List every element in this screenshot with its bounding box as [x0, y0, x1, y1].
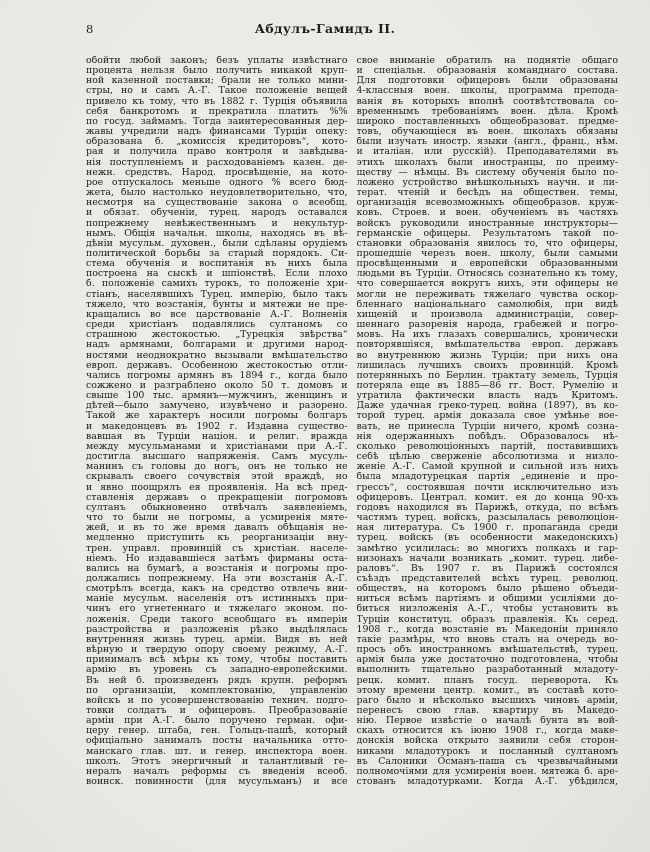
text-line: стема обученія и воспитанія въ нихъ была	[86, 259, 348, 270]
text-line: съѣздъ представителей всѣхъ турец. революц.	[356, 573, 618, 584]
text-line: бленнаго національнаго самолюбія, при видѣ	[356, 299, 618, 310]
text-line: ностями неоднократно вызывали вмѣшательство	[86, 350, 348, 361]
text-line: прошедшіе черезъ воен. школу, были самыми	[356, 248, 618, 259]
text-line: сколько революціонныхъ партій, поставившихъ	[356, 441, 618, 452]
text-line: дѣніи мусульм. духовен., были сдѣланы орудіемъ	[86, 238, 348, 249]
text-line: просвѣщенными и европейски образованными	[356, 259, 618, 270]
text-line: процента нельзя было получить никакой круп-	[86, 66, 348, 77]
left-text-column	[86, 56, 348, 787]
text-line: временнымъ требованіямъ воен. дѣла. Кромѣ	[356, 106, 618, 117]
text-line: 1908 г., когда возстаніе въ Македоніи приняло	[356, 624, 618, 635]
right-text-column	[357, 56, 619, 787]
text-line: этихъ школахъ были иностранцы, по преиму-	[356, 157, 618, 168]
text-line: выполнить тщательно разработанный младоту-	[356, 665, 618, 676]
text-line: воинск. повинности (для мусульманъ) и все	[86, 777, 348, 788]
text-line: терат. чтеній и бесѣдъ на обществен. темы,	[356, 188, 618, 199]
text-line: себѣ цѣлью сверженіе абсолютизма и низло-	[356, 452, 618, 463]
text-line: стры, но и самъ А.-Г. Такое положеніе вещей	[86, 86, 348, 97]
text-line: ніемъ. Но издававшіеся затѣмъ фирманы оста-	[86, 553, 348, 564]
text-line: ложенія. Среди такого всеобщаго въ имперіи	[86, 614, 348, 625]
text-line: армію въ уровень съ западно-европейскими.	[86, 665, 348, 676]
text-line: скрывалъ своего сочувствія этой враждѣ, но	[86, 472, 348, 483]
text-line: тяжело, что возстанія, бунты и мятежи не пре-	[86, 299, 348, 310]
text-line: нія поступленіемъ и расходованіемъ казен. де-	[86, 157, 348, 168]
text-line: манинъ съ головы до ногъ, онъ не только не	[86, 462, 348, 473]
text-line: армія была уже достаточно подготовлена, чтобы	[356, 655, 618, 666]
text-line: рое отпускалось меньше одного % всего бюд-	[86, 177, 348, 188]
text-line: и македонцевъ въ 1902 г. Издавна существо-	[86, 421, 348, 432]
text-line: нежн. средствъ. Народ. просвѣщеніе, на кото-	[86, 167, 348, 178]
text-line: ная литература. Съ 1900 г. пропаганда среди	[356, 523, 618, 534]
text-line: биться низложенія А.-Г., чтобы установить въ	[356, 604, 618, 615]
text-line: организація всевозможныхъ общеобразов. круж-	[356, 198, 618, 209]
text-line: свыше 100 тыс. армянъ—мужчинъ, женщинъ и	[86, 391, 348, 402]
text-line: что совершается вокругъ нихъ, эти офицеры не	[356, 279, 618, 290]
text-line: медленно приступить къ реорганизаціи вну-	[86, 533, 348, 544]
text-line: офиціально занималъ посты начальника отто-	[86, 736, 348, 747]
text-line: была младотурецкая партія „единеніе и про-	[356, 472, 618, 483]
text-line: Даже удачная греко-турец. война (1897), въ ко-	[356, 401, 618, 412]
text-line: должались попрежнему. На эти возстанія А.-Г.	[86, 573, 348, 584]
text-line: турец. войскъ (въ особенности македонскихъ)	[356, 533, 618, 544]
text-line: Въ ней б. произведенъ рядъ крупн. реформъ	[86, 675, 348, 686]
text-line: свое вниманіе обратилъ на поднятіе общаго	[356, 56, 618, 66]
page-header	[0, 22, 650, 38]
text-line: людьми въ Турціи. Относясь сознательно къ тому,	[356, 269, 618, 280]
text-line: и италіан. или русскій). Преподавателями въ	[356, 147, 618, 158]
text-line: попрежнему невѣжественнымъ и некультур-	[86, 218, 348, 229]
text-line: утратила фактически власть надъ Критомъ.	[356, 391, 618, 402]
text-line: султанъ обыкновенно отвѣчалъ заявленіемъ,	[86, 502, 348, 513]
text-line: построена на сыскѣ и шпіонствѣ. Если плохо	[86, 269, 348, 280]
text-line: нымъ. Общія начальн. школы, находясь въ вѣ-	[86, 228, 348, 239]
text-line: и явно поощрялъ ея проявленія. На всѣ пред-	[86, 482, 348, 493]
text-line: и обязат. обученіи, турец. народъ оставался	[86, 208, 348, 219]
text-line: во внутреннюю жизнь Турціи; при нихъ она	[356, 350, 618, 361]
text-line: стіанъ, населявшихъ Турец. имперію, было такъ	[86, 289, 348, 300]
text-line: полномочіями для усмиренія воен. мятежа б. аре-	[356, 766, 618, 777]
text-line: что то были не погромы, а усмиренія мяте-	[86, 513, 348, 524]
text-line: лишилась лучшихъ своихъ провинцій. Кромѣ	[356, 360, 618, 371]
text-line: раго было и нѣсколько высшихъ чиновъ арміи,	[356, 695, 618, 706]
text-line: несмотря на существованіе закона о всеобщ.	[86, 198, 348, 209]
text-line: себя банкротомъ и прекратила платить %%	[86, 106, 348, 117]
text-line: войскъ руководили иностранные инструкторы—	[356, 218, 618, 229]
text-line: скахъ относится къ іюню 1908 г., когда маке-	[356, 726, 618, 737]
text-line: ществу — нѣмцы. Въ систему обученія было по-	[356, 167, 618, 178]
text-line: нію. Первое извѣстіе о началѣ бунта въ вой-	[356, 716, 618, 727]
text-line: чинъ его угнетеннаго и тяжелаго эконом. по-	[86, 604, 348, 615]
text-line: жей, и въ то же время давалъ обѣщанія не-	[86, 523, 348, 534]
text-line: могли не переживать тяжелаго чувства оскор-	[356, 289, 618, 300]
text-line: такіе размѣры, что вновь сталъ на очередь во-	[356, 634, 618, 645]
text-line: стованъ младотурками. Когда А.-Г. убѣдился,	[356, 777, 618, 788]
text-line: смотрѣлъ всегда, какъ на средство отвлечь вни-	[86, 584, 348, 595]
text-line: чались погромы армянъ въ 1894 г., когда было	[86, 370, 348, 381]
text-line: товки солдатъ и офицеровъ. Преобразованіе	[86, 706, 348, 716]
text-line: жавы учредили надъ финансами Турціи опеку:	[86, 127, 348, 138]
text-line: дѣтей—было замучено, изувѣчено и разорено.	[86, 401, 348, 412]
text-line: по госуд. займамъ. Тогда заинтересованныя дер-	[86, 116, 348, 127]
text-line: обойти любой законъ; безъ уплаты извѣстнаго	[86, 56, 348, 66]
text-line: становки образованія явилось то, что офицеры,	[356, 238, 618, 249]
text-line: замѣтно усилилась: во многихъ полкахъ и гар-	[356, 543, 618, 554]
text-line: офицеровъ. Централ. комит. ея до конца 90-хъ	[356, 492, 618, 503]
text-line: Турціи конституц. образъ правленія. Къ серед.	[356, 614, 618, 625]
text-line: нералъ началъ реформы съ введенія всеоб.	[86, 766, 348, 777]
text-line: повторявшіяся, вмѣшательства европ. державъ	[356, 340, 618, 351]
text-line: торой турец. армія доказала свое умѣнье вое-	[356, 411, 618, 422]
text-line: годовъ находился въ Парижѣ, откуда, по всѣмъ	[356, 502, 618, 513]
text-line: и спеціальн. образованія команднаго состава.	[356, 66, 618, 77]
text-line: широко поставленныхъ общеобразоват. предме-	[356, 116, 618, 127]
text-line: донскія войска открыто заявили себя сторон-	[356, 736, 618, 747]
page-number: 8	[86, 22, 94, 36]
text-line: въ Салоники Османъ-паша съ чрезвычайными	[356, 756, 618, 767]
text-line: ковъ. Строев. и воен. обученіемъ въ частяхъ	[356, 208, 618, 219]
text-line: женіе А.-Г. Самой крупной и сильной изъ нихъ	[356, 462, 618, 473]
text-line: сожжено и разграблено около 50 т. домовъ и	[86, 381, 348, 391]
text-line: товъ, обучающіеся въ воен. школахъ обязаны	[356, 127, 618, 138]
text-line: надъ армянами, болгарами и другими народ-	[86, 340, 348, 351]
text-line: 4-классныя воен. школы, программа препода-	[356, 86, 618, 97]
text-line: ниться всѣмъ партіямъ и общими усиліями до-	[356, 594, 618, 605]
text-line: вались на бумагѣ, а возстанія и погромы про-	[86, 563, 348, 574]
text-line: вѣрную и твердую опору своему режиму, А.-Г.	[86, 645, 348, 656]
text-line: вавшая въ Турціи націон. и религ. вражда	[86, 431, 348, 442]
text-line: никами младотурокъ и посланный султаномъ	[356, 746, 618, 757]
text-line: манскаго глав. шт. и генер. инспектора воен.	[86, 746, 348, 757]
text-line: вать, не принесла Турціи ничего, кромѣ созна-	[356, 421, 618, 432]
text-line: хищеній и произвола администраціи, совер-	[356, 309, 618, 320]
text-line: были изучать иностр. языки (англ., франц., нѣм.	[356, 137, 618, 148]
text-line: достигла высшаго напряженія. Самъ мусуль-	[86, 452, 348, 463]
text-line: образована б. „комиссія кредиторовъ“, кото-	[86, 137, 348, 148]
text-line: Для подготовки офицеровъ были образованы	[356, 76, 618, 87]
text-line: этому времени центр. комит., въ составѣ кото-	[356, 685, 618, 696]
text-line: мовъ. На ихъ глазахъ совершались, хронически	[356, 330, 618, 341]
text-line: принималъ всѣ мѣры къ тому, чтобы поставить	[86, 655, 348, 666]
text-line: привело къ тому, что въ 1882 г. Турція объявила	[86, 96, 348, 107]
text-line: политической борьбы за старый порядокъ. Си-	[86, 248, 348, 259]
text-line: перенесъ свою глав. квартиру въ Македо-	[356, 706, 618, 716]
text-line: раловъ“. Въ 1907 г. въ Парижѣ состоялся	[356, 563, 618, 574]
text-line: обществъ, на которомъ было рѣшено объеди-	[356, 584, 618, 595]
text-line: нія одержанныхъ побѣдъ. Образовалось нѣ-	[356, 431, 618, 442]
text-line: германскіе офицеры. Результатомъ такой по-	[356, 228, 618, 239]
text-line: потерянныхъ по Берлин. трактату земель, Турція	[356, 370, 618, 381]
text-line: ванія въ которыхъ вполнѣ соотвѣтствовала со-	[356, 96, 618, 107]
text-line: рая и получила право контроля и завѣдыва-	[86, 147, 348, 158]
text-line: ной казенной поставки; брали не только мини-	[86, 76, 348, 87]
text-line: внутренняя жизнь турец. арміи. Видя въ ней	[86, 634, 348, 645]
text-line: между мусульманами и христіанами при А.-Г.	[86, 441, 348, 452]
text-line: по организаціи, комплектованію, управленію	[86, 685, 348, 696]
text-line: грессъ“, состоявшая почти исключительно изъ	[356, 482, 618, 493]
text-line: б. положеніе самихъ турокъ, то положеніе хри-	[86, 279, 348, 290]
text-line: ложено устройство внѣшкольныхъ научн. и ли-	[356, 177, 618, 188]
text-line: школъ. Этотъ энергичный и талантливый ге-	[86, 756, 348, 767]
text-line: среди христіанъ подавлялись султаномъ со	[86, 320, 348, 331]
text-line: низонахъ начали возникать „комит. турец. либе-	[356, 553, 618, 564]
text-line: войскъ и по усовершенствованію технич. подго-	[86, 695, 348, 706]
text-line: разстройства и разложенія рѣзко выдѣлялась	[86, 624, 348, 635]
text-line: жета, было настолько неудовлетворительно, что,	[86, 188, 348, 199]
text-line: маніе мусульм. населенія отъ истинныхъ при-	[86, 594, 348, 605]
text-line: ставленія державъ о прекращеніи погромовъ	[86, 492, 348, 503]
text-line: просъ объ иностранномъ вмѣшательствѣ, турец.	[356, 645, 618, 656]
text-line: рецк. комит. планъ госуд. переворота. Къ	[356, 675, 618, 686]
text-line: кращались во все царствованіе А.-Г. Волненія	[86, 309, 348, 320]
text-line: частямъ турец. войскъ, разсылалась революціон-	[356, 513, 618, 524]
page-title: Абдулъ-Гамидъ II.	[254, 21, 396, 36]
text-line: церу генер. штаба, ген. Гольцъ-пашѣ, который	[86, 726, 348, 737]
text-line: трен. управл. провинцій съ христіан. населе-	[86, 543, 348, 554]
text-line: потеряла еще въ 1885—86 гг. Вост. Румелію и	[356, 381, 618, 391]
text-line: европ. державъ. Особенною жестокостью отли-	[86, 360, 348, 371]
text-line: Такой же характеръ носили погромы болгаръ	[86, 411, 348, 422]
text-columns	[86, 56, 618, 787]
text-line: арміи при А.-Г. было поручено герман. офи-	[86, 716, 348, 727]
text-line: шеннаго разоренія народа, грабежей и погро-	[356, 320, 618, 331]
text-line: страшною жестокостью. „Турецкія звѣрства“	[86, 330, 348, 341]
